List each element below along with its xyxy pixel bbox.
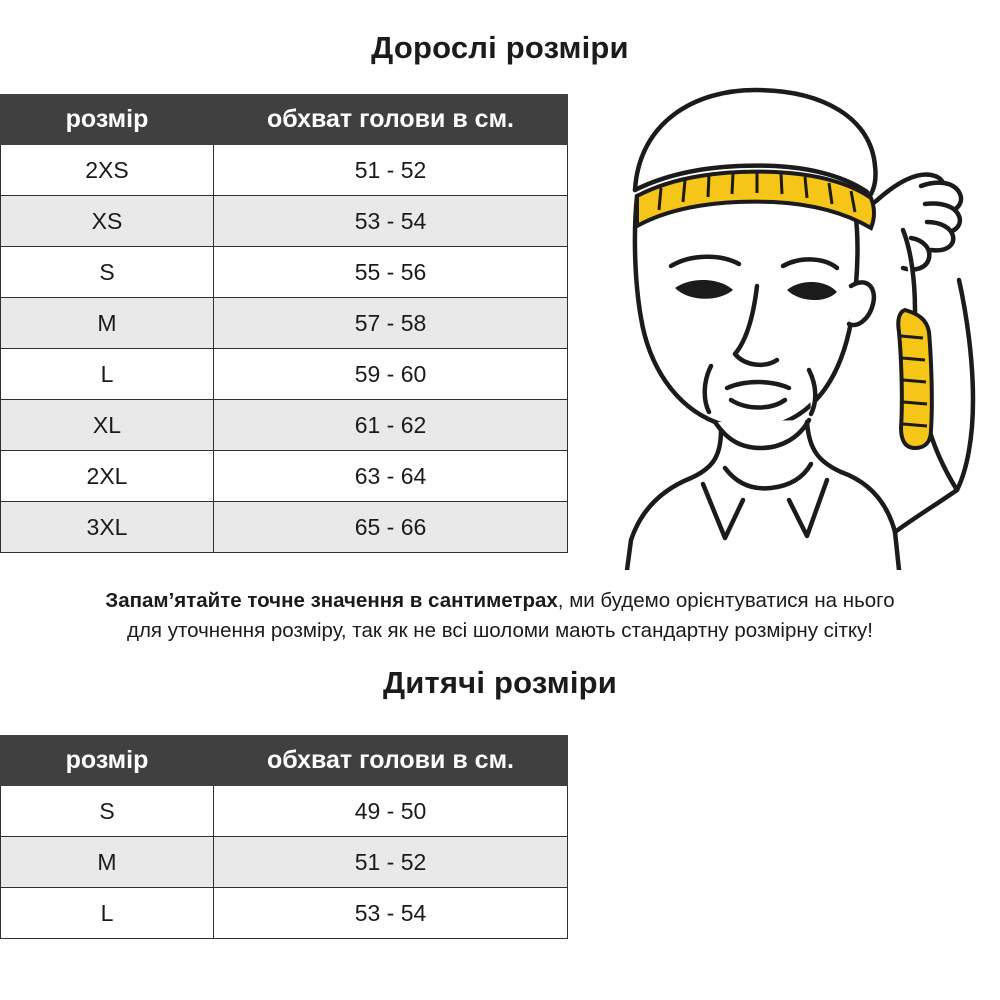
cell-circumference: 61 - 62 (214, 400, 568, 451)
table-row (1, 502, 568, 553)
cell-circumference: 57 - 58 (214, 298, 568, 349)
measurement-note (18, 586, 982, 646)
adult-sizes-table (0, 94, 568, 553)
cell-circumference: 49 - 50 (214, 786, 568, 837)
cell-size: M (1, 837, 214, 888)
column-header-size: розмір (1, 95, 214, 145)
table-row (1, 247, 568, 298)
table-row (1, 298, 568, 349)
adult-table-head (1, 95, 568, 145)
table-row (1, 888, 568, 939)
head-measurement-drawing (575, 70, 995, 570)
note-bold-text: Запам’ятайте точне значення в сантиметрах (105, 589, 558, 612)
table-row (1, 349, 568, 400)
man-measuring-head-illustration (575, 70, 995, 570)
table-row (1, 196, 568, 247)
cell-size: 2XL (1, 451, 214, 502)
cell-size: 3XL (1, 502, 214, 553)
note-rest-line1: , ми будемо орієнтуватися на нього (557, 589, 895, 612)
cell-circumference: 55 - 56 (214, 247, 568, 298)
cell-circumference: 53 - 54 (214, 196, 568, 247)
kids-sizes-title: Дитячі розміри (382, 665, 618, 700)
cell-size: L (1, 888, 214, 939)
note-line2: для уточнення розміру, так як не всі шоломи мають стандартну розмірну сітку! (126, 619, 873, 642)
adult-sizes-table-wrapper (0, 94, 566, 553)
cell-size: S (1, 786, 214, 837)
cell-circumference: 59 - 60 (214, 349, 568, 400)
cell-circumference: 53 - 54 (214, 888, 568, 939)
table-row (1, 837, 568, 888)
column-header-circumference: обхват голови в см. (214, 95, 568, 145)
kids-sizes-table-wrapper (0, 735, 566, 939)
column-header-size: розмір (1, 736, 214, 786)
cell-circumference: 51 - 52 (214, 837, 568, 888)
cell-size: 2XS (1, 145, 214, 196)
cell-circumference: 65 - 66 (214, 502, 568, 553)
column-header-circumference: обхват голови в см. (214, 736, 568, 786)
table-row (1, 145, 568, 196)
table-row (1, 451, 568, 502)
cell-circumference: 51 - 52 (214, 145, 568, 196)
cell-size: L (1, 349, 214, 400)
adult-table-body (1, 145, 568, 553)
table-row (1, 786, 568, 837)
table-row (1, 400, 568, 451)
cell-size: XL (1, 400, 214, 451)
cell-size: M (1, 298, 214, 349)
table-header-row (1, 95, 568, 145)
table-header-row (1, 736, 568, 786)
kids-table-head (1, 736, 568, 786)
cell-size: XS (1, 196, 214, 247)
kids-table-body (1, 786, 568, 939)
adult-sizes-title: Дорослі розміри (371, 30, 629, 65)
cell-circumference: 63 - 64 (214, 451, 568, 502)
kids-sizes-table (0, 735, 568, 939)
cell-size: S (1, 247, 214, 298)
